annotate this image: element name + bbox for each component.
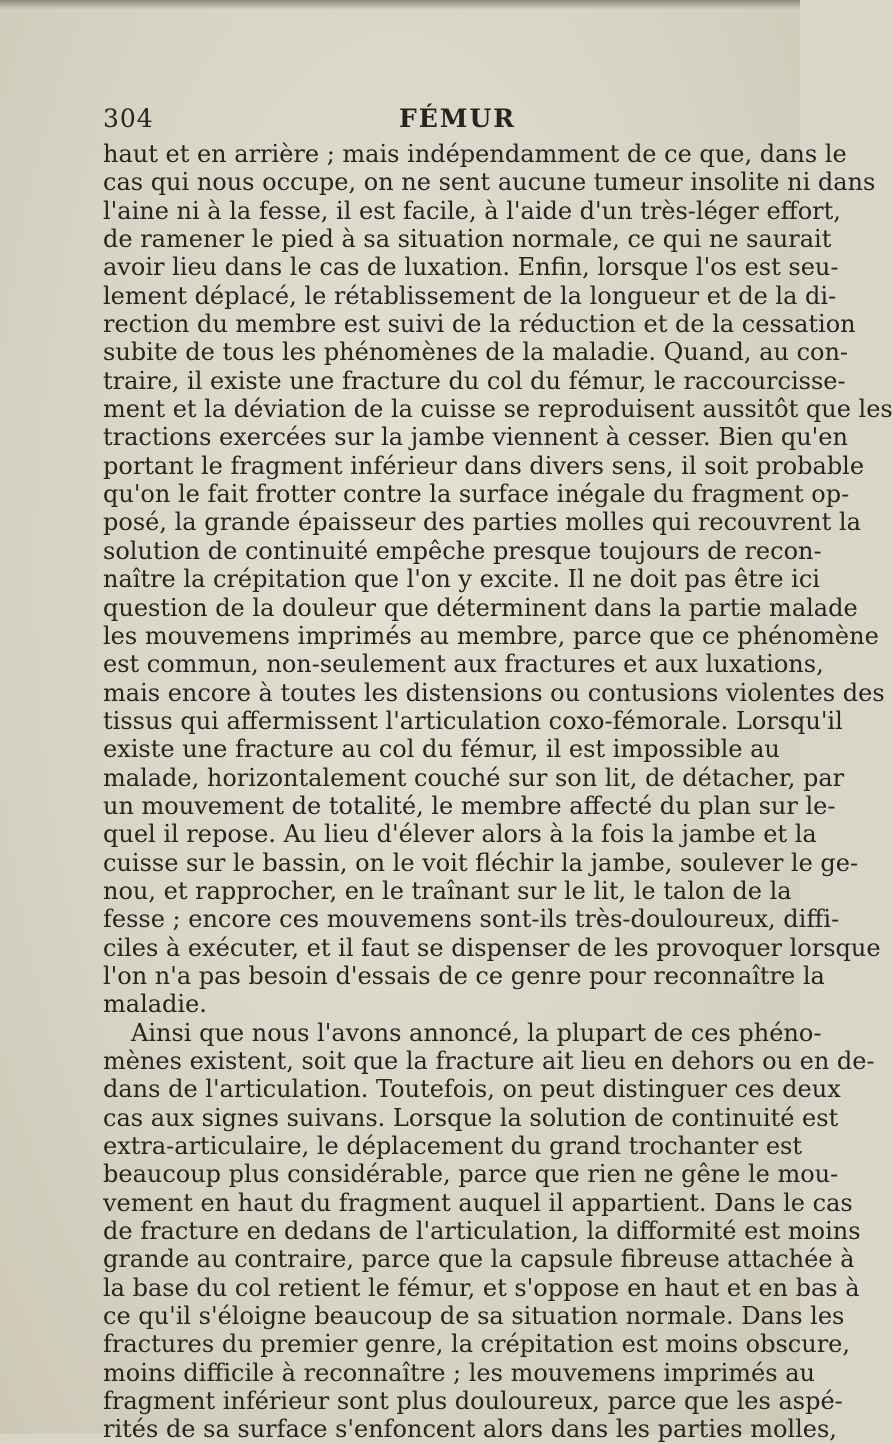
text-line: quel il repose. Au lieu d'élever alors à la fois la jambe et la	[103, 820, 817, 849]
text-line: ce qu'il s'éloigne beaucoup de sa situation normale. Dans les	[103, 1302, 845, 1331]
running-title: FÉMUR	[399, 104, 517, 133]
text-line: la base du col retient le fémur, et s'oppose en haut et en bas à	[103, 1273, 860, 1302]
page-top-edge	[0, 0, 800, 10]
text-line: existe une fracture au col du fémur, il est impossible au	[103, 735, 780, 764]
text-line: extra-articulaire, le déplacement du grand trochanter est	[103, 1132, 803, 1161]
running-head	[103, 104, 703, 138]
text-line: un mouvement de totalité, le membre affecté du plan sur le-	[103, 791, 836, 820]
text-line: mais encore à toutes les distensions ou contusions violentes des	[103, 678, 885, 707]
text-line: ciles à exécuter, et il faut se dispenser de les provoquer lorsque	[103, 933, 881, 962]
text-line: moins difficile à reconnaître ; les mouvemens imprimés au	[103, 1358, 815, 1387]
text-line: tissus qui affermissent l'articulation coxo-fémorale. Lorsqu'il	[103, 706, 843, 735]
text-line: cuisse sur le bassin, on le voit fléchir la jambe, soulever le ge-	[103, 848, 859, 877]
text-line: grande au contraire, parce que la capsule fibreuse attachée à	[103, 1245, 855, 1274]
text-line: l'on n'a pas besoin d'essais de ce genre pour reconnaître la	[103, 961, 825, 990]
text-line: posé, la grande épaisseur des parties molles qui recouvrent la	[103, 508, 861, 537]
text-line: vement en haut du fragment auquel il appartient. Dans le cas	[103, 1188, 853, 1217]
body-text	[103, 140, 893, 1444]
text-line: de ramener le pied à sa situation normale, ce qui ne saurait	[103, 225, 832, 254]
text-line: subite de tous les phénomènes de la maladie. Quand, au con-	[103, 338, 849, 367]
text-line: les mouvemens imprimés au membre, parce que ce phénomène	[103, 621, 879, 650]
text-line: solution de continuité empêche presque toujours de recon-	[103, 536, 822, 565]
text-line: cas qui nous occupe, on ne sent aucune tumeur insolite ni dans	[103, 168, 876, 197]
text-line: portant le fragment inférieur dans divers sens, il soit probable	[103, 451, 865, 480]
text-line: nou, et rapprocher, en le traînant sur le lit, le talon de la	[103, 876, 792, 905]
paragraph-end-line: maladie.	[103, 990, 207, 1019]
text-line: dans de l'articulation. Toutefois, on peut distinguer ces deux	[103, 1075, 841, 1104]
text-line: l'aine ni à la fesse, il est facile, à l'aide d'un très-léger effort,	[103, 196, 841, 225]
text-line: beaucoup plus considérable, parce que rien ne gêne le mou-	[103, 1160, 839, 1189]
text-line: lement déplacé, le rétablissement de la longueur et de la di-	[103, 281, 837, 310]
text-line: traire, il existe une fracture du col du fémur, le raccourcisse-	[103, 366, 846, 395]
text-line: fragment inférieur sont plus douloureux, parce que les aspé-	[103, 1387, 843, 1416]
text-line: fractures du premier genre, la crépitation est moins obscure,	[103, 1330, 850, 1359]
text-line: cas aux signes suivans. Lorsque la solution de continuité est	[103, 1103, 839, 1132]
text-line: avoir lieu dans le cas de luxation. Enfin, lorsque l'os est seu-	[103, 253, 839, 282]
text-line: haut et en arrière ; mais indépendamment de ce que, dans le	[103, 140, 847, 168]
text-line: tractions exercées sur la jambe viennent à cesser. Bien qu'en	[103, 423, 848, 452]
page-number: 304	[103, 104, 154, 133]
paragraph-start-line: Ainsi que nous l'avons annoncé, la plupart de ces phéno-	[131, 1018, 822, 1047]
text-line: de fracture en dedans de l'articulation, la difformité est moins	[103, 1217, 861, 1246]
text-line: naître la crépitation que l'on y excite. Il ne doit pas être ici	[103, 565, 820, 594]
text-line: rités de sa surface s'enfoncent alors dans les parties molles,	[103, 1415, 837, 1444]
text-line: malade, horizontalement couché sur son lit, de détacher, par	[103, 763, 845, 792]
text-line: ment et la déviation de la cuisse se reproduisent aussitôt que les	[103, 395, 893, 424]
text-line: question de la douleur que déterminent dans la partie malade	[103, 593, 858, 622]
text-line: qu'on le fait frotter contre la surface inégale du fragment op-	[103, 480, 850, 509]
text-line: fesse ; encore ces mouvemens sont-ils très-douloureux, diffi-	[103, 905, 840, 934]
text-line: rection du membre est suivi de la réduction et de la cessation	[103, 310, 856, 339]
text-line: est commun, non-seulement aux fractures et aux luxations,	[103, 650, 824, 679]
text-line: mènes existent, soit que la fracture ait lieu en dehors ou en de-	[103, 1047, 875, 1075]
